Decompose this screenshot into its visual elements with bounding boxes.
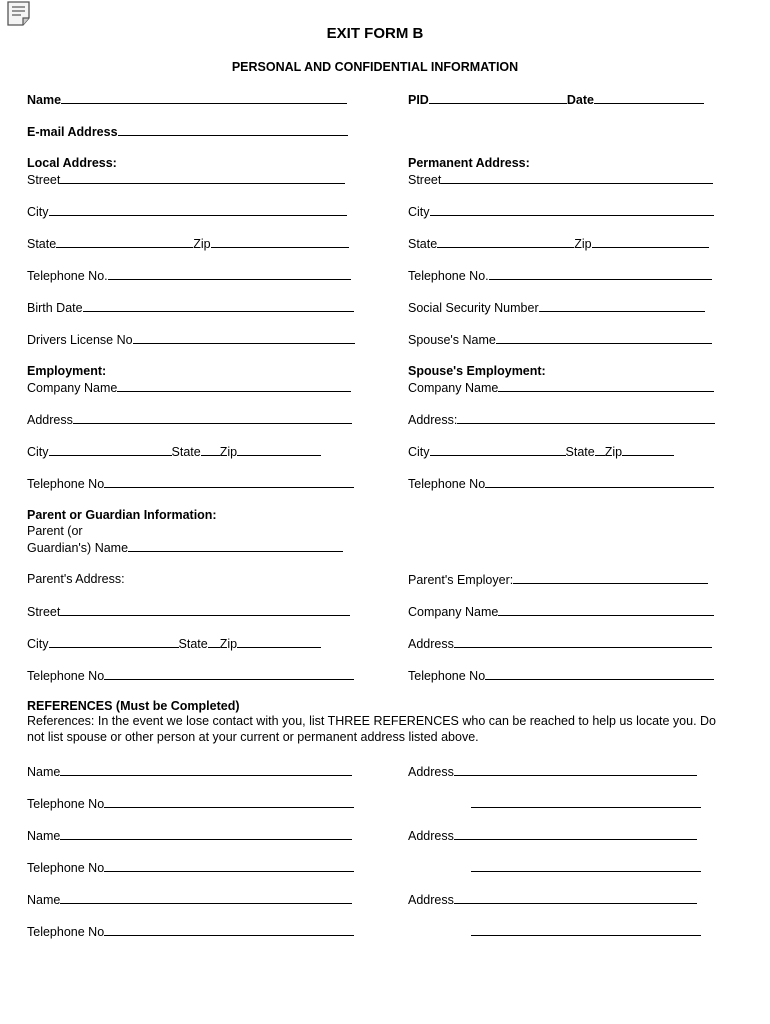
local-telephone-row bbox=[27, 267, 351, 283]
drivers-license-field[interactable] bbox=[133, 331, 355, 344]
employment-address-field[interactable] bbox=[73, 411, 352, 424]
reference-1-address-field[interactable] bbox=[454, 763, 697, 776]
permanent-state-label: State bbox=[408, 237, 438, 251]
parent-zip-label: Zip bbox=[219, 637, 238, 651]
reference-3-telephone-row bbox=[27, 923, 354, 939]
employment-heading: Employment: bbox=[27, 364, 107, 378]
spouse-state-field[interactable] bbox=[595, 443, 605, 456]
parent-employer-address-label: Address bbox=[408, 637, 454, 651]
employment-zip-field[interactable] bbox=[237, 443, 321, 456]
reference-3-address-field[interactable] bbox=[454, 891, 697, 904]
employment-telephone-field[interactable] bbox=[104, 475, 354, 488]
reference-3-telephone-label: Telephone No bbox=[27, 925, 105, 939]
spouse-state-label: State bbox=[565, 445, 595, 459]
parent-street-label: Street bbox=[27, 605, 61, 619]
ssn-label: Social Security Number bbox=[408, 301, 539, 315]
parent-city-label: City bbox=[27, 637, 49, 651]
reference-2-name-row bbox=[27, 827, 352, 843]
drivers-license-row bbox=[27, 331, 355, 347]
spouse-name-field[interactable] bbox=[496, 331, 712, 344]
permanent-city-label: City bbox=[408, 205, 430, 219]
parent-city-row bbox=[27, 635, 321, 651]
employment-telephone-row bbox=[27, 475, 354, 491]
spouse-zip-label: Zip bbox=[604, 445, 623, 459]
reference-2-address-field[interactable] bbox=[454, 827, 697, 840]
parent-telephone-field[interactable] bbox=[104, 667, 354, 680]
parent-employer-telephone-label: Telephone No bbox=[408, 669, 486, 683]
permanent-city-row bbox=[408, 203, 714, 219]
spouse-company-field[interactable] bbox=[498, 379, 714, 392]
birth-date-row bbox=[27, 299, 354, 315]
permanent-zip-label: Zip bbox=[574, 237, 592, 251]
reference-1-address-line2 bbox=[471, 795, 701, 811]
guardian-heading: Parent or Guardian Information: bbox=[27, 508, 217, 522]
local-state-field[interactable] bbox=[56, 235, 193, 248]
company-name-field[interactable] bbox=[117, 379, 351, 392]
reference-3-name-row bbox=[27, 891, 352, 907]
reference-3-address-line2 bbox=[471, 923, 701, 939]
date-label: Date bbox=[566, 93, 594, 107]
parent-employer-field[interactable] bbox=[513, 571, 708, 584]
parent-zip-field[interactable] bbox=[237, 635, 321, 648]
employment-zip-label: Zip bbox=[219, 445, 238, 459]
reference-3-address-row bbox=[408, 891, 697, 907]
date-field[interactable] bbox=[594, 91, 704, 104]
spouse-city-label: City bbox=[408, 445, 430, 459]
spouse-name-label: Spouse's Name bbox=[408, 333, 496, 347]
parent-employer-telephone-row bbox=[408, 667, 714, 683]
reference-1-name-row bbox=[27, 763, 352, 779]
local-telephone-label: Telephone No. bbox=[27, 269, 108, 283]
reference-1-name-field[interactable] bbox=[60, 763, 352, 776]
email-row bbox=[27, 123, 348, 139]
permanent-state-field[interactable] bbox=[437, 235, 574, 248]
reference-3-address-field-2[interactable] bbox=[471, 923, 701, 936]
parent-company-row bbox=[408, 603, 714, 619]
spouse-address-row bbox=[408, 411, 715, 427]
spouse-city-field[interactable] bbox=[430, 443, 566, 456]
reference-2-address-field-2[interactable] bbox=[471, 859, 701, 872]
employment-city-label: City bbox=[27, 445, 49, 459]
spouse-name-row bbox=[408, 331, 712, 347]
email-label: E-mail Address bbox=[27, 125, 118, 139]
company-name-label: Company Name bbox=[27, 381, 118, 395]
local-zip-label: Zip bbox=[193, 237, 211, 251]
pid-label: PID bbox=[408, 93, 429, 107]
local-street-row bbox=[27, 171, 345, 187]
spouse-address-field[interactable] bbox=[457, 411, 715, 424]
name-row bbox=[27, 91, 347, 107]
reference-2-address-row bbox=[408, 827, 697, 843]
reference-2-address-label: Address bbox=[408, 829, 454, 843]
permanent-street-field[interactable] bbox=[441, 171, 713, 184]
parent-state-field[interactable] bbox=[208, 635, 220, 648]
reference-1-telephone-field[interactable] bbox=[104, 795, 354, 808]
reference-2-telephone-row bbox=[27, 859, 354, 875]
permanent-street-label: Street bbox=[408, 173, 442, 187]
guardian-name-field[interactable] bbox=[128, 539, 343, 552]
parent-employer-address-field[interactable] bbox=[454, 635, 712, 648]
permanent-zip-field[interactable] bbox=[592, 235, 709, 248]
permanent-street-row bbox=[408, 171, 713, 187]
local-city-field[interactable] bbox=[49, 203, 347, 216]
reference-2-address-line2 bbox=[471, 859, 701, 875]
local-city-label: City bbox=[27, 205, 49, 219]
spouse-telephone-row bbox=[408, 475, 714, 491]
pid-field[interactable] bbox=[429, 91, 567, 104]
guardian-name-label: Guardian's) Name bbox=[27, 541, 129, 555]
birth-date-field[interactable] bbox=[83, 299, 354, 312]
employment-city-field[interactable] bbox=[49, 443, 172, 456]
guardian-name-row bbox=[27, 539, 343, 555]
parent-telephone-label: Telephone No bbox=[27, 669, 105, 683]
permanent-address-heading: Permanent Address: bbox=[408, 156, 530, 170]
reference-3-name-label: Name bbox=[27, 893, 61, 907]
parent-employer-label: Parent's Employer: bbox=[408, 573, 514, 587]
parent-city-field[interactable] bbox=[49, 635, 179, 648]
local-telephone-field[interactable] bbox=[108, 267, 351, 280]
name-label: Name bbox=[27, 93, 62, 107]
reference-1-telephone-label: Telephone No bbox=[27, 797, 105, 811]
pid-date-row bbox=[408, 91, 704, 107]
employment-address-row bbox=[27, 411, 352, 427]
reference-1-address-label: Address bbox=[408, 765, 454, 779]
reference-1-name-label: Name bbox=[27, 765, 61, 779]
reference-3-telephone-field[interactable] bbox=[104, 923, 354, 936]
references-instructions: References: In the event we lose contact with you, list THREE REFERENCES who can be reached to help us locate you. Do not list spouse or other person at your current or permanent address listed above. bbox=[27, 714, 717, 744]
reference-1-telephone-row bbox=[27, 795, 354, 811]
ssn-field[interactable] bbox=[539, 299, 705, 312]
reference-1-address-field-2[interactable] bbox=[471, 795, 701, 808]
employment-city-row bbox=[27, 443, 321, 459]
reference-3-address-label: Address bbox=[408, 893, 454, 907]
reference-3-name-field[interactable] bbox=[60, 891, 352, 904]
drivers-license-label: Drivers License No bbox=[27, 333, 133, 347]
parent-employer-telephone-field[interactable] bbox=[485, 667, 714, 680]
name-field[interactable] bbox=[61, 91, 347, 104]
employment-telephone-label: Telephone No bbox=[27, 477, 105, 491]
reference-2-telephone-field[interactable] bbox=[104, 859, 354, 872]
local-street-field[interactable] bbox=[60, 171, 345, 184]
birth-date-label: Birth Date bbox=[27, 301, 83, 315]
reference-2-name-label: Name bbox=[27, 829, 61, 843]
permanent-telephone-label: Telephone No. bbox=[408, 269, 489, 283]
spouse-telephone-field[interactable] bbox=[485, 475, 714, 488]
spouse-telephone-label: Telephone No bbox=[408, 477, 486, 491]
form-title: EXIT FORM B bbox=[326, 25, 424, 42]
permanent-state-zip-row bbox=[408, 235, 709, 251]
spouse-employment-heading: Spouse's Employment: bbox=[408, 364, 546, 378]
spouse-company-label: Company Name bbox=[408, 381, 499, 395]
parent-employer-address-row bbox=[408, 635, 712, 651]
ssn-row bbox=[408, 299, 705, 315]
references-heading: REFERENCES (Must be Completed) bbox=[27, 699, 240, 713]
local-city-row bbox=[27, 203, 347, 219]
reference-1-address-row bbox=[408, 763, 697, 779]
employment-state-field[interactable] bbox=[201, 443, 220, 456]
form-subtitle: PERSONAL AND CONFIDENTIAL INFORMATION bbox=[231, 60, 519, 74]
company-name-row bbox=[27, 379, 351, 395]
parent-company-label: Company Name bbox=[408, 605, 499, 619]
spouse-zip-field[interactable] bbox=[622, 443, 674, 456]
permanent-telephone-row bbox=[408, 267, 712, 283]
spouse-address-label: Address: bbox=[408, 413, 458, 427]
employment-address-label: Address bbox=[27, 413, 73, 427]
local-state-zip-row bbox=[27, 235, 349, 251]
email-field[interactable] bbox=[118, 123, 348, 136]
local-zip-field[interactable] bbox=[211, 235, 349, 248]
spouse-city-row bbox=[408, 443, 674, 459]
local-state-label: State bbox=[27, 237, 57, 251]
guardian-name-line1: Parent (or bbox=[27, 524, 83, 538]
parent-state-label: State bbox=[178, 637, 208, 651]
parent-street-row bbox=[27, 603, 350, 619]
parent-telephone-row bbox=[27, 667, 354, 683]
permanent-telephone-field[interactable] bbox=[489, 267, 712, 280]
reference-2-telephone-label: Telephone No bbox=[27, 861, 105, 875]
parent-employer-row bbox=[408, 571, 708, 587]
document-icon bbox=[7, 1, 31, 27]
parent-company-field[interactable] bbox=[498, 603, 714, 616]
permanent-city-field[interactable] bbox=[430, 203, 714, 216]
parent-address-heading: Parent's Address: bbox=[27, 572, 125, 586]
spouse-company-row bbox=[408, 379, 714, 395]
employment-state-label: State bbox=[171, 445, 201, 459]
local-street-label: Street bbox=[27, 173, 61, 187]
reference-2-name-field[interactable] bbox=[60, 827, 352, 840]
parent-street-field[interactable] bbox=[60, 603, 350, 616]
local-address-heading: Local Address: bbox=[27, 156, 117, 170]
